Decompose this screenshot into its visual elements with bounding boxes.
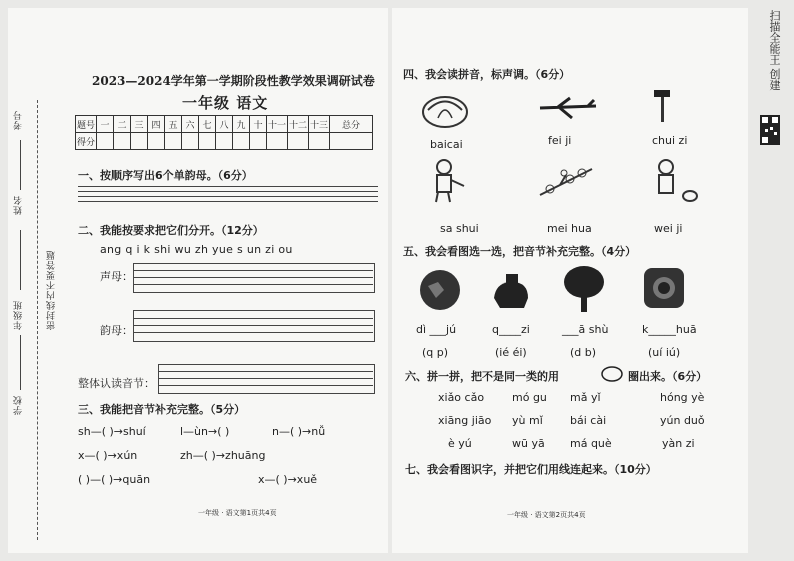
q3-item[interactable]: sh—( )→shuí xyxy=(78,425,146,438)
question-6-prefix: 六、拼一拼，把不是同一类的用 xyxy=(405,370,559,383)
score-cell[interactable] xyxy=(216,133,233,150)
q5-choice[interactable]: (q p) xyxy=(422,346,449,359)
writing-line xyxy=(133,277,373,278)
question-5: 五、我会看图选一选，把音节补充完整。（4分） xyxy=(403,245,637,258)
scanner-watermark xyxy=(748,10,788,155)
question-2: 二、我能按要求把它们分开。（12分） xyxy=(78,224,264,237)
score-cell[interactable] xyxy=(199,133,216,150)
shengmu-answer-box[interactable] xyxy=(133,263,375,293)
q6-word[interactable]: mǎ yǐ xyxy=(570,391,601,404)
qr-code-icon xyxy=(760,115,780,145)
question-3: 三、我能把音节补充完整。（5分） xyxy=(78,403,246,416)
girl-watering-icon xyxy=(428,158,468,204)
question-1: 一、按顺序写出6个单韵母。（6分） xyxy=(78,169,253,182)
total-cell[interactable] xyxy=(330,133,373,150)
writing-line xyxy=(78,186,378,187)
q3-item[interactable]: x—( )→xún xyxy=(78,449,138,462)
cabbage-icon xyxy=(420,88,470,130)
q4-label: mei hua xyxy=(547,222,592,235)
q5-syllable[interactable]: k_____huā xyxy=(642,323,697,336)
q6-word[interactable]: xiāng jiāo xyxy=(438,414,492,427)
score-col: 六 xyxy=(182,116,199,133)
score-col: 五 xyxy=(165,116,182,133)
q3-item[interactable]: l—ùn→( ) xyxy=(180,425,230,438)
writing-line xyxy=(133,325,373,326)
sunflower-icon xyxy=(640,264,688,312)
boy-feeding-chicken-icon xyxy=(650,158,700,204)
score-col: 七 xyxy=(199,116,216,133)
writing-line xyxy=(78,196,378,197)
score-col: 一 xyxy=(97,116,114,133)
question-4: 四、我会读拼音，标声调。（6分） xyxy=(403,68,571,81)
writing-line xyxy=(78,201,378,202)
score-col: 九 xyxy=(233,116,250,133)
name-blank[interactable] xyxy=(20,140,21,190)
q4-label: baicai xyxy=(430,138,463,151)
score-cell[interactable] xyxy=(288,133,309,150)
score-cell[interactable] xyxy=(114,133,131,150)
airplane-icon xyxy=(538,96,598,120)
score-col: 八 xyxy=(216,116,233,133)
q2-syllables: ang q i k shi wu zh yue s un zi ou xyxy=(100,243,293,256)
q5-syllable[interactable]: ___ā shù xyxy=(562,323,609,336)
score-col: 四 xyxy=(148,116,165,133)
q3-item[interactable]: ( )—( )→quān xyxy=(78,473,151,486)
grade-subject: 一年级 语文 xyxy=(182,94,269,112)
zhengti-label: 整体认读音节： xyxy=(78,377,155,390)
school-label: 学校 xyxy=(14,395,24,415)
writing-line xyxy=(158,378,373,379)
q6-word[interactable]: hóng yè xyxy=(660,391,705,404)
total-label: 总分 xyxy=(330,116,373,133)
page-footer: 一年级 · 语文第2页共4页 xyxy=(507,511,586,519)
writing-line xyxy=(133,332,373,333)
circle-icon xyxy=(600,366,624,382)
number-label: 考号 xyxy=(14,110,24,130)
class-label: 年级班 xyxy=(14,300,24,330)
q6-word[interactable]: yàn zi xyxy=(662,437,695,450)
q5-choice[interactable]: (ié éi) xyxy=(495,346,527,359)
score-cell[interactable] xyxy=(267,133,288,150)
tree-icon xyxy=(562,264,606,314)
q5-choice[interactable]: (uí iú) xyxy=(648,346,681,359)
yunmu-answer-box[interactable] xyxy=(133,310,375,342)
score-cell[interactable] xyxy=(131,133,148,150)
score-row-label: 题号 xyxy=(76,116,97,133)
score-table xyxy=(75,115,373,150)
question-7: 七、我会看图识字，并把它们用线连起来。（10分） xyxy=(405,463,657,476)
score-cell[interactable] xyxy=(182,133,199,150)
seal-line xyxy=(37,100,38,540)
score-col: 十 xyxy=(250,116,267,133)
q6-word[interactable]: xiǎo cǎo xyxy=(438,391,485,404)
score-col: 十三 xyxy=(309,116,330,133)
q6-word[interactable]: yún duǒ xyxy=(660,414,705,427)
side-text: 扫描全能王 创建 xyxy=(768,10,781,91)
q6-word[interactable]: bái cài xyxy=(570,414,607,427)
q4-label: sa shui xyxy=(440,222,479,235)
writing-line xyxy=(158,385,373,386)
class-blank[interactable] xyxy=(20,230,21,290)
writing-line xyxy=(158,371,373,372)
plum-blossom-icon xyxy=(536,165,596,199)
score-col: 十二 xyxy=(288,116,309,133)
question-6-suffix: 圈出来。（6分） xyxy=(628,370,708,383)
q4-label: wei ji xyxy=(654,222,683,235)
score-row-label: 得分 xyxy=(76,133,97,150)
school-blank[interactable] xyxy=(20,335,21,390)
name-label: 姓名 xyxy=(14,195,24,215)
q4-label: chui zi xyxy=(652,134,688,147)
q3-item[interactable]: zh—( )→zhuāng xyxy=(180,449,266,462)
score-cell[interactable] xyxy=(165,133,182,150)
score-col: 三 xyxy=(131,116,148,133)
score-col: 十一 xyxy=(267,116,288,133)
q6-word[interactable]: yù mǐ xyxy=(512,414,543,427)
score-cell[interactable] xyxy=(250,133,267,150)
writing-line xyxy=(133,270,373,271)
pot-icon xyxy=(490,268,534,312)
q4-label: fei ji xyxy=(548,134,572,147)
score-col: 二 xyxy=(114,116,131,133)
writing-line xyxy=(78,191,378,192)
q6-word[interactable]: è yú xyxy=(448,437,472,450)
score-cell[interactable] xyxy=(309,133,330,150)
score-cell[interactable] xyxy=(97,133,114,150)
score-cell[interactable] xyxy=(148,133,165,150)
q3-item[interactable]: x—( )→xuě xyxy=(258,473,318,486)
writing-line xyxy=(133,318,373,319)
seal-text: 密封线内不要答题 xyxy=(47,250,57,330)
globe-icon xyxy=(418,268,462,312)
q3-item[interactable]: n—( )→nǚ xyxy=(272,425,326,438)
exam-title: 2023—2024学年第一学期阶段性教学效果调研试卷 xyxy=(92,74,375,88)
q6-word[interactable]: má què xyxy=(570,437,612,450)
q5-syllable[interactable]: q____zi xyxy=(492,323,530,336)
yunmu-label: 韵母： xyxy=(100,324,133,337)
writing-line xyxy=(133,284,373,285)
q6-word[interactable]: wū yā xyxy=(512,437,545,450)
score-cell[interactable] xyxy=(233,133,250,150)
q5-choice[interactable]: (d b) xyxy=(570,346,597,359)
shengmu-label: 声母： xyxy=(100,270,133,283)
q6-word[interactable]: mó gu xyxy=(512,391,547,404)
zhengti-answer-box[interactable] xyxy=(158,364,375,394)
hammer-icon xyxy=(652,88,674,124)
q5-syllable[interactable]: dì ___jú xyxy=(416,323,457,336)
page-footer: 一年级 · 语文第1页共4页 xyxy=(198,509,277,517)
